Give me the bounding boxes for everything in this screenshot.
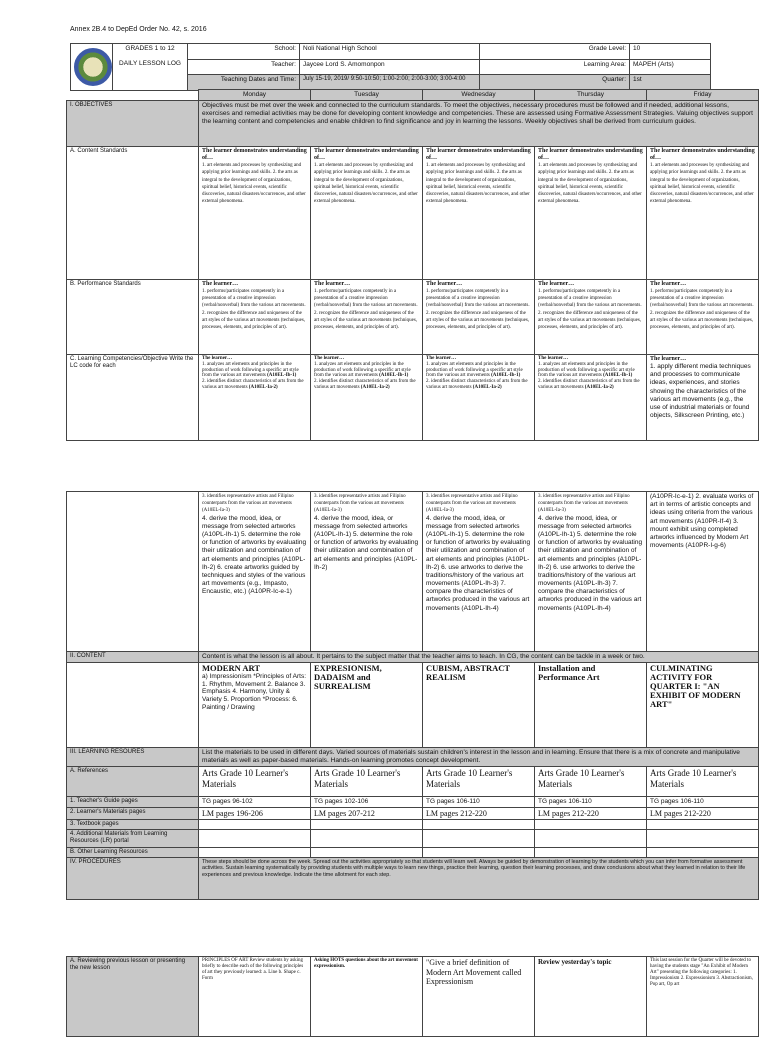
ps-body: 1. performs/participates competently in a presentation of a creative impression (verbal/nonverbal) from the various art movements. 2. recognizes the difference and uniqueness of the art styles of the various art movements (techniques, processes, elements, and principles of art). (538, 288, 642, 330)
lc-body: 1. analyzes art elements and principles in the production of work following a specific art style from the various art movements (426, 361, 523, 379)
ps-body: 1. performs/participates competently in a presentation of a creative impression (verbal/nonverbal) from the various art movements. 2. recognizes the difference and uniqueness of the art styles of the various art movements (techniques, processes, elements, and principles of art). (202, 288, 306, 330)
tg-thursday: TG pages 106-110 (535, 796, 647, 807)
content-resources-table (66, 491, 759, 900)
ps-head: The learner… (426, 280, 463, 287)
other-resources-label: B. Other Learning Resources (67, 847, 199, 857)
tg-wednesday: TG pages 106-110 (423, 796, 535, 807)
tg-monday: TG pages 96-102 (199, 796, 311, 807)
ps-head: The learner… (314, 280, 351, 287)
lc-code-1: (A10EL-Ib-1) (267, 373, 297, 379)
review-tuesday: Asking HOTS questions about the art movement expressionism. (311, 957, 423, 1037)
comp-friday: (A10PR-Ic-e-1) 2. evaluate works of art in terms of artistic concepts and ideas using criteria from the various art movements (A10PR-If-4) 3. mount exhibit using completed artworks influenced by Modern Art movements (A10PR-I-g-6) (650, 493, 754, 550)
lc-code-1: (A10EL-Ib-1) (379, 373, 409, 379)
lm-wednesday: LM pages 212-220 (423, 807, 535, 820)
comp-monday: 4. derive the mood, idea, or message from selected artworks (A10PL-Ih-1) 5. determine the role or function of artworks by evaluating their utilization and combination of art elements and principles (A10PL-Ih-2) 6. create artworks guided by techniques and styles of the various art movements (e.g., Impasto, Encaustic, etc.) (A10PR-Ic-e-1) (202, 514, 307, 596)
ps-head: The learner… (650, 280, 687, 287)
teacher-label: Teacher: (188, 59, 300, 75)
lc-code-2: (A10EL-Ia-2) (360, 385, 390, 391)
lc-code-2: (A10EL-Ia-2) (248, 385, 278, 391)
procedures-table (66, 956, 759, 1037)
lc-head: The learner… (426, 355, 457, 361)
content-wednesday: CUBISM, ABSTRACT REALISM (426, 662, 510, 682)
review-label: A. Reviewing previous lesson or presenting the new lesson (67, 957, 199, 1037)
grade-level-value: 10 (630, 44, 711, 60)
cs-body: 1. art elements and processes by synthesizing and applying prior learnings and skills. 2. the arts as integral to the development of organizations, spiritual belief, historical events, scientific discoveries, natural disasters/occurrences, and other external phenomena. (538, 163, 642, 205)
ref-friday: Arts Grade 10 Learner's Materials (647, 766, 759, 796)
ref-wednesday: Arts Grade 10 Learner's Materials (423, 766, 535, 796)
review-monday: PRINCIPLES OF ART Review students by asking briefly to describe each of the following principles of art they previously learned: a. Line b. Shape c. Form (199, 957, 311, 1037)
lm-friday: LM pages 212-220 (647, 807, 759, 820)
review-wednesday: "Give a brief definition of Modern Art Movement called Expressionism (423, 957, 535, 1037)
lc-head: The learner… (538, 355, 569, 361)
comp-thursday: 4. derive the mood, idea, or message from selected artworks (A10PL-Ih-1) 5. determine the role or function of artworks by evaluating their utilization and combination of art elements and principles (A10PL-Ih-2) 6. use artworks to derive the traditions/history of the various art movements (A10PL-Ih-3) 7. compare the characteristics of artworks produced in the various art movements (A10PL-Ih-4) (538, 514, 643, 612)
lc-body-2: 2. identifies distinct characteristics of arts from the various art movements (538, 379, 640, 391)
lc-friday: 1. apply different media techniques and processes to communicate ideas, experiences, and stories showing the characteristics of the various art movements (e.g., the use of industrial materials or found objects, Silkscreen Printing, etc.) (650, 362, 751, 420)
ps-body: 1. performs/participates competently in a presentation of a creative impression (verbal/nonverbal) from the various art movements. 2. recognizes the difference and uniqueness of the art styles of the various art movements (techniques, processes, elements, and principles of art). (426, 288, 530, 330)
learning-area-value: MAPEH (Arts) (630, 59, 711, 75)
header-table (70, 43, 711, 91)
day-monday: Monday (199, 90, 311, 101)
additional-materials-label: 4. Additional Materials from Learning Resources (LR) portal (67, 830, 199, 847)
cs-head: The learner demonstrates understanding of… (314, 147, 419, 161)
quarter-value: 1st (630, 75, 711, 91)
day-friday: Friday (647, 90, 759, 101)
performance-standards-label: B. Performance Standards (67, 279, 199, 354)
cs-head: The learner demonstrates understanding of… (426, 147, 531, 161)
quarter-label: Quarter: (480, 75, 630, 91)
content-text: Content is what the lesson is all about. It pertains to the subject matter that the teacher aims to teach. In CG, the content can be tackle in a week or two. (199, 652, 759, 663)
tg-label: 1. Teacher's Guide pages (67, 796, 199, 807)
lc-body-2: 2. identifies distinct characteristics of arts from the various art movements (314, 379, 416, 391)
cs-body: 1. art elements and processes by synthesizing and applying prior learnings and skills. 2. the arts as integral to the development of organizations, spiritual belief, historical events, scientific discoveries, natural disasters/occurrences, and other external phenomena. (202, 163, 306, 205)
lm-thursday: LM pages 212-220 (535, 807, 647, 820)
lm-tuesday: LM pages 207-212 (311, 807, 423, 820)
comp3: 3. identifies representative artists and Filipino counterparts from the various art movements (A10EL-Ia-3) (426, 494, 518, 514)
learning-area-label: Learning Area: (480, 59, 630, 75)
resources-label: III. LEARNING RESOURES (67, 747, 199, 766)
ref-monday: Arts Grade 10 Learner's Materials (199, 766, 311, 796)
competencies-label: C. Learning Competencies/Objective Write the LC code for each (67, 354, 199, 440)
comp-wednesday: 4. derive the mood, idea, or message from selected artworks (A10PL-Ih-1) 5. determine the role or function of artworks by evaluating their utilization and combination of art elements and principles (A10PL-Ih-2) 6. use artworks to derive the traditions/history of the various art movements (A10PL-Ih-3) 7. compare the characteristics of artworks produced in the various art movements (A10PL-Ih-4) (426, 514, 531, 612)
log-label: DAILY LESSON LOG (113, 59, 188, 75)
content-label: II. CONTENT (67, 652, 199, 663)
lc-code-1: (A10EL-Ib-1) (491, 373, 521, 379)
lm-monday: LM pages 196-206 (199, 807, 311, 820)
lc-body-2: 2. identifies distinct characteristics of arts from the various art movements (426, 379, 528, 391)
deped-seal (71, 44, 113, 91)
lc-body: 1. analyzes art elements and principles in the production of work following a specific art style from the various art movements (538, 361, 635, 379)
lc-head: The learner… (314, 355, 345, 361)
references-label: A. References (67, 766, 199, 796)
cs-head: The learner demonstrates understanding of… (650, 147, 755, 161)
lc-body: 1. analyzes art elements and principles in the production of work following a specific art style from the various art movements (202, 361, 299, 379)
objectives-text: Objectives must be met over the week and connected to the curriculum standards. To meet the objectives, necessary procedures must be followed and if needed, additional lessons, exercises and remedial activities may be done for developing content knowledge and competencies. These are assessed using Formative Assessment Strategies. Valuing objectives support the learning content and competencies and enable children to find significance and joy in learning the lessons. Weekly objectives shall be derived from curriculum guides. (199, 100, 759, 146)
ps-body: 1. performs/participates competently in a presentation of a creative impression (verbal/nonverbal) from the various art movements. 2. recognizes the difference and uniqueness of the art styles of the various art movements (techniques, processes, elements, and principles of art). (314, 288, 418, 330)
cs-body: 1. art elements and processes by synthesizing and applying prior learnings and skills. 2. the arts as integral to the development of organizations, spiritual belief, historical events, scientific discoveries, natural disasters/occurrences, and other external phenomena. (314, 163, 418, 205)
cs-body: 1. art elements and processes by synthesizing and applying prior learnings and skills. 2. the arts as integral to the development of organizations, spiritual belief, historical events, scientific discoveries, natural disasters/occurrences, and other external phenomena. (426, 163, 530, 205)
school-label: School: (188, 44, 300, 60)
cs-body: 1. art elements and processes by synthesizing and applying prior learnings and skills. 2. the arts as integral to the development of organizations, spiritual belief, historical events, scientific discoveries, natural disasters/occurrences, and other external phenomena. (650, 163, 754, 205)
school-value: Noli National High School (300, 44, 480, 60)
procedures-label: IV. PROCEDURES (67, 857, 199, 899)
ps-head: The learner… (538, 280, 575, 287)
content-tuesday: EXPRESIONISM, DADAISM and SURREALISM (314, 662, 382, 691)
content-friday: CULMINATING ACTIVITY FOR QUARTER I: "AN EXHIBIT OF MODERN ART" (650, 662, 741, 709)
resources-text: List the materials to be used in different days. Varied sources of materials sustain children's interest in the lesson and in learning. Ensure that there is a mix of concrete and manipulative materials as well as paper-based materials. Hands-on learning promotes concept development. (199, 747, 759, 766)
review-thursday: Review yesterday's topic (535, 957, 647, 1037)
ref-thursday: Arts Grade 10 Learner's Materials (535, 766, 647, 796)
lc-code-2: (A10EL-Ia-2) (472, 385, 502, 391)
content-monday: MODERN ART (202, 662, 261, 673)
content-standards-label: A. Content Standards (67, 146, 199, 279)
lc-head: The learner… (202, 355, 233, 361)
comp3: 3. identifies representative artists and Filipino counterparts from the various art movements (A10EL-Ia-3) (314, 494, 406, 514)
ps-body: 1. performs/participates competently in a presentation of a creative impression (verbal/nonverbal) from the various art movements. 2. recognizes the difference and uniqueness of the art styles of the various art movements (techniques, processes, elements, and principles of art). (650, 288, 754, 330)
lc-body-2: 2. identifies distinct characteristics of arts from the various art movements (202, 379, 304, 391)
day-thursday: Thursday (535, 90, 647, 101)
grade-level-label: Grade Level: (480, 44, 630, 60)
comp3: 3. identifies representative artists and Filipino counterparts from the various art movements (A10EL-Ia-3) (202, 494, 294, 514)
procedures-text: These steps should be done across the week. Spread out the activities appropriately so that students will learn well. Always be guided by demonstration of learning by the students which you can infer from formative assessment activities. Sustain learning systematically by providing students with multiple ways to learn new things, practice their learning, question their learning processes, and draw conclusions about what they learned in relation to their life experiences and previous knowledge. Indicate the time allotment for each step. (199, 857, 759, 899)
teacher-value: Jaycee Lord S. Amomonpon (300, 59, 480, 75)
comp-tuesday: 4. derive the mood, idea, or message from selected artworks (A10PL-Ih-1) 5. determine the role or function of artworks by evaluating their utilization and combination of art elements and principles (A10PL-Ih-2) (314, 514, 419, 571)
grades-label: GRADES 1 to 12 (113, 44, 188, 60)
ref-tuesday: Arts Grade 10 Learner's Materials (311, 766, 423, 796)
tg-tuesday: TG pages 102-106 (311, 796, 423, 807)
lc-body: 1. analyzes art elements and principles in the production of work following a specific art style from the various art movements (314, 361, 411, 379)
review-friday: This last session for the Quarter will be devoted to having the students stage "An Exhibit of Modern Art" presenting the following categories: 1. Impressionism 2. Expressionism 3. Abstractionism, Pop art, Op art (647, 957, 759, 1037)
lc-head: The learner… (650, 355, 687, 362)
cs-head: The learner demonstrates understanding of… (538, 147, 643, 161)
lc-code-2: (A10EL-Ia-2) (584, 385, 614, 391)
cs-head: The learner demonstrates understanding of… (202, 147, 307, 161)
tg-friday: TG pages 106-110 (647, 796, 759, 807)
comp3: 3. identifies representative artists and Filipino counterparts from the various art movements (A10EL-Ia-3) (538, 494, 630, 514)
day-wednesday: Wednesday (423, 90, 535, 101)
ps-head: The learner… (202, 280, 239, 287)
lc-code-1: (A10EL-Ib-1) (603, 373, 633, 379)
dates-value: July 15-19, 2019/ 9:50-10:50; 1:00-2:00; 2:00-3:00; 3:00-4:00 (300, 75, 480, 91)
content-thursday: Installation and Performance Art (538, 662, 600, 682)
lm-label: 2. Learner's Materials pages (67, 807, 199, 820)
content-monday-list: a) Impressionism *Principles of Arts: 1. Rhythm, Movement 2. Balance 3. Emphasis 4. Harmony, Unity & Variety 5. Proportion *Process: 6. Painting / Drawing (202, 672, 307, 712)
objectives-table (66, 89, 759, 441)
annex-reference: Annex 2B.4 to DepEd Order No. 42, s. 2016 (70, 26, 207, 33)
day-tuesday: Tuesday (311, 90, 423, 101)
dates-label: Teaching Dates and Time: (188, 75, 300, 91)
textbook-label: 3. Textbook pages (67, 820, 199, 830)
objectives-label: I. OBJECTIVES (67, 100, 199, 146)
